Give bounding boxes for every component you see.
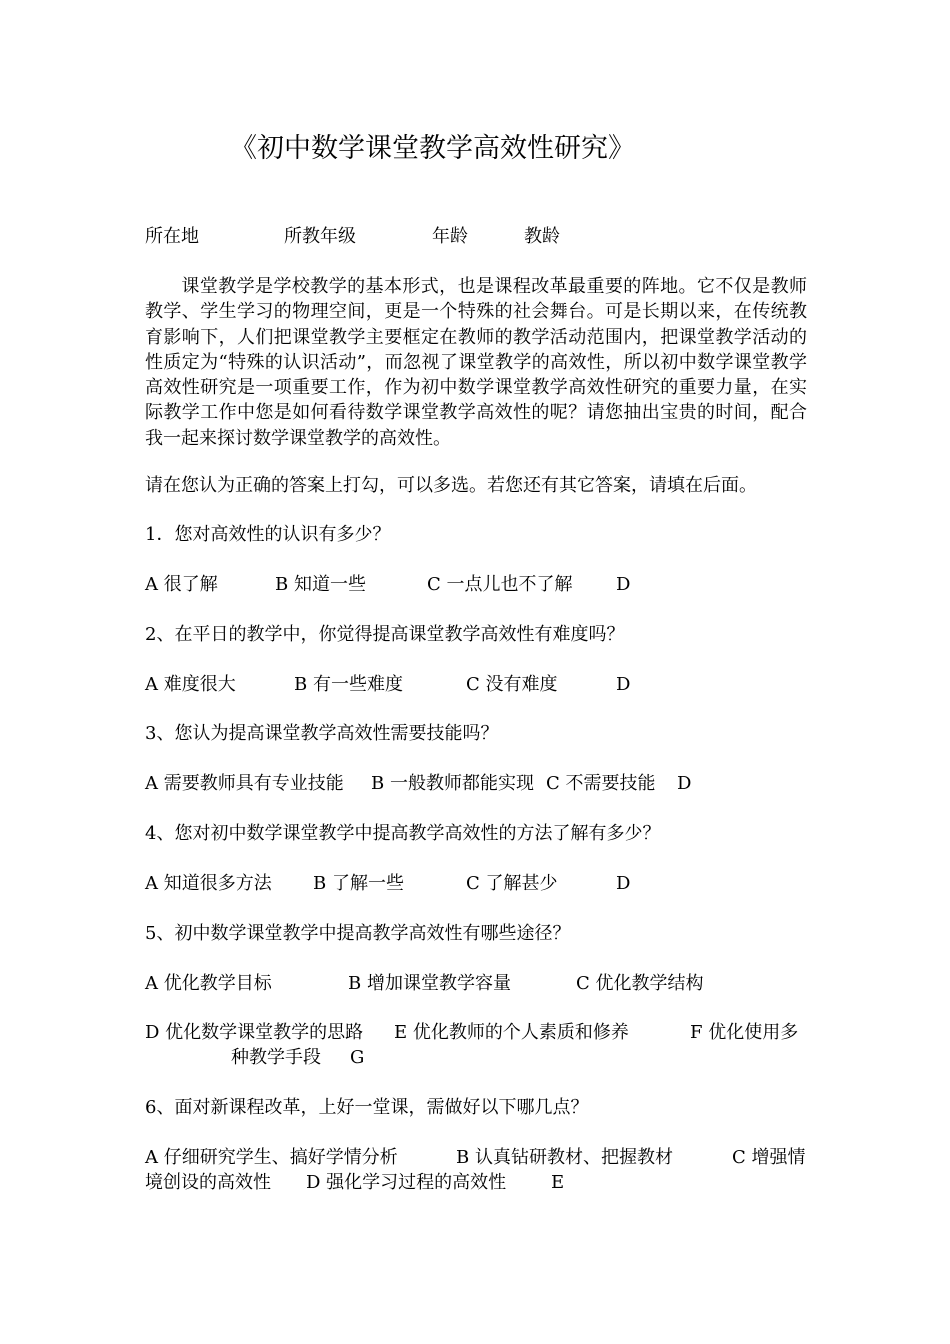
field-age: 年龄 bbox=[432, 226, 468, 247]
q1-option-c[interactable]: C 一点儿也不了解 bbox=[427, 574, 573, 595]
document-title: 《初中数学课堂教学高效性研究》 bbox=[230, 133, 635, 164]
field-teaching-years: 教龄 bbox=[524, 226, 560, 247]
field-location: 所在地 bbox=[145, 226, 199, 247]
q6-option-c-cont[interactable]: 境创设的高效性 bbox=[145, 1172, 271, 1193]
q4-option-b[interactable]: B 了解一些 bbox=[313, 873, 404, 894]
question-1: 1．您对高效性的认识有多少？ bbox=[145, 524, 391, 545]
q1-option-a[interactable]: A 很了解 bbox=[145, 574, 218, 595]
q4-option-a[interactable]: A 知道很多方法 bbox=[145, 873, 272, 894]
q6-option-d[interactable]: D 强化学习过程的高效性 bbox=[306, 1172, 507, 1193]
q4-option-d[interactable]: D bbox=[616, 873, 631, 894]
q6-option-a[interactable]: A 仔细研究学生、搞好学情分析 bbox=[145, 1147, 398, 1168]
q5-option-f-cont[interactable]: 种教学手段 bbox=[231, 1047, 321, 1068]
q3-option-a[interactable]: A 需要教师具有专业技能 bbox=[145, 773, 344, 794]
q1-option-d[interactable]: D bbox=[616, 574, 631, 595]
q5-option-c[interactable]: C 优化教学结构 bbox=[576, 973, 704, 994]
question-4: 4、您对初中数学课堂教学中提高教学高效性的方法了解有多少？ bbox=[145, 823, 661, 844]
question-2: 2、在平日的教学中，你觉得提高课堂教学高效性有难度吗？ bbox=[145, 624, 625, 645]
q2-option-a[interactable]: A 难度很大 bbox=[145, 674, 236, 695]
q1-option-b[interactable]: B 知道一些 bbox=[275, 574, 366, 595]
q2-option-c[interactable]: C 没有难度 bbox=[466, 674, 558, 695]
question-6: 6、面对新课程改革，上好一堂课，需做好以下哪几点？ bbox=[145, 1097, 589, 1118]
q6-option-e[interactable]: E bbox=[551, 1172, 565, 1193]
q3-option-d[interactable]: D bbox=[677, 773, 692, 794]
q6-option-c[interactable]: C 增强情 bbox=[732, 1147, 806, 1168]
q5-option-f[interactable]: F 优化使用多 bbox=[690, 1022, 799, 1043]
q5-option-e[interactable]: E 优化教师的个人素质和修养 bbox=[394, 1022, 629, 1043]
question-5: 5、初中数学课堂教学中提高教学高效性有哪些途径？ bbox=[145, 923, 571, 944]
intro-text: 课堂教学是学校教学的基本形式，也是课程改革最重要的阵地。它不仅是教师教学、学生学习的物理空间，更是一个特殊的社会舞台。可是长期以来，在传统教育影响下，人们把课堂教学主要框定在教师的教学活动范围内，把课堂教学活动的性质定为“特殊的认识活动”，而忽视了课堂教学的高效性，所以初中数学课堂教学高效性研究是一项重要工作，作为初中数学课堂教学高效性研究的重要力量，在实际教学工作中您是如何看待数学课堂教学高效性的呢？请您抽出宝贵的时间，配合我一起来探讨数学课堂教学的高效性。 bbox=[145, 276, 807, 449]
q3-option-c[interactable]: C 不需要技能 bbox=[546, 773, 656, 794]
q4-option-c[interactable]: C 了解甚少 bbox=[466, 873, 558, 894]
q2-option-b[interactable]: B 有一些难度 bbox=[294, 674, 403, 695]
q3-option-b[interactable]: B 一般教师都能实现 bbox=[371, 773, 534, 794]
q5-option-a[interactable]: A 优化教学目标 bbox=[145, 973, 272, 994]
instruction-text: 请在您认为正确的答案上打勾，可以多选。若您还有其它答案，请填在后面。 bbox=[145, 475, 757, 496]
q5-option-d[interactable]: D 优化数学课堂教学的思路 bbox=[145, 1022, 364, 1043]
intro-paragraph bbox=[145, 274, 807, 451]
q2-option-d[interactable]: D bbox=[616, 674, 631, 695]
q5-option-b[interactable]: B 增加课堂教学容量 bbox=[348, 973, 511, 994]
field-grade: 所教年级 bbox=[284, 226, 356, 247]
q5-option-g[interactable]: G bbox=[350, 1047, 365, 1068]
q6-option-b[interactable]: B 认真钻研教材、把握教材 bbox=[456, 1147, 673, 1168]
question-3: 3、您认为提高课堂教学高效性需要技能吗？ bbox=[145, 723, 499, 744]
